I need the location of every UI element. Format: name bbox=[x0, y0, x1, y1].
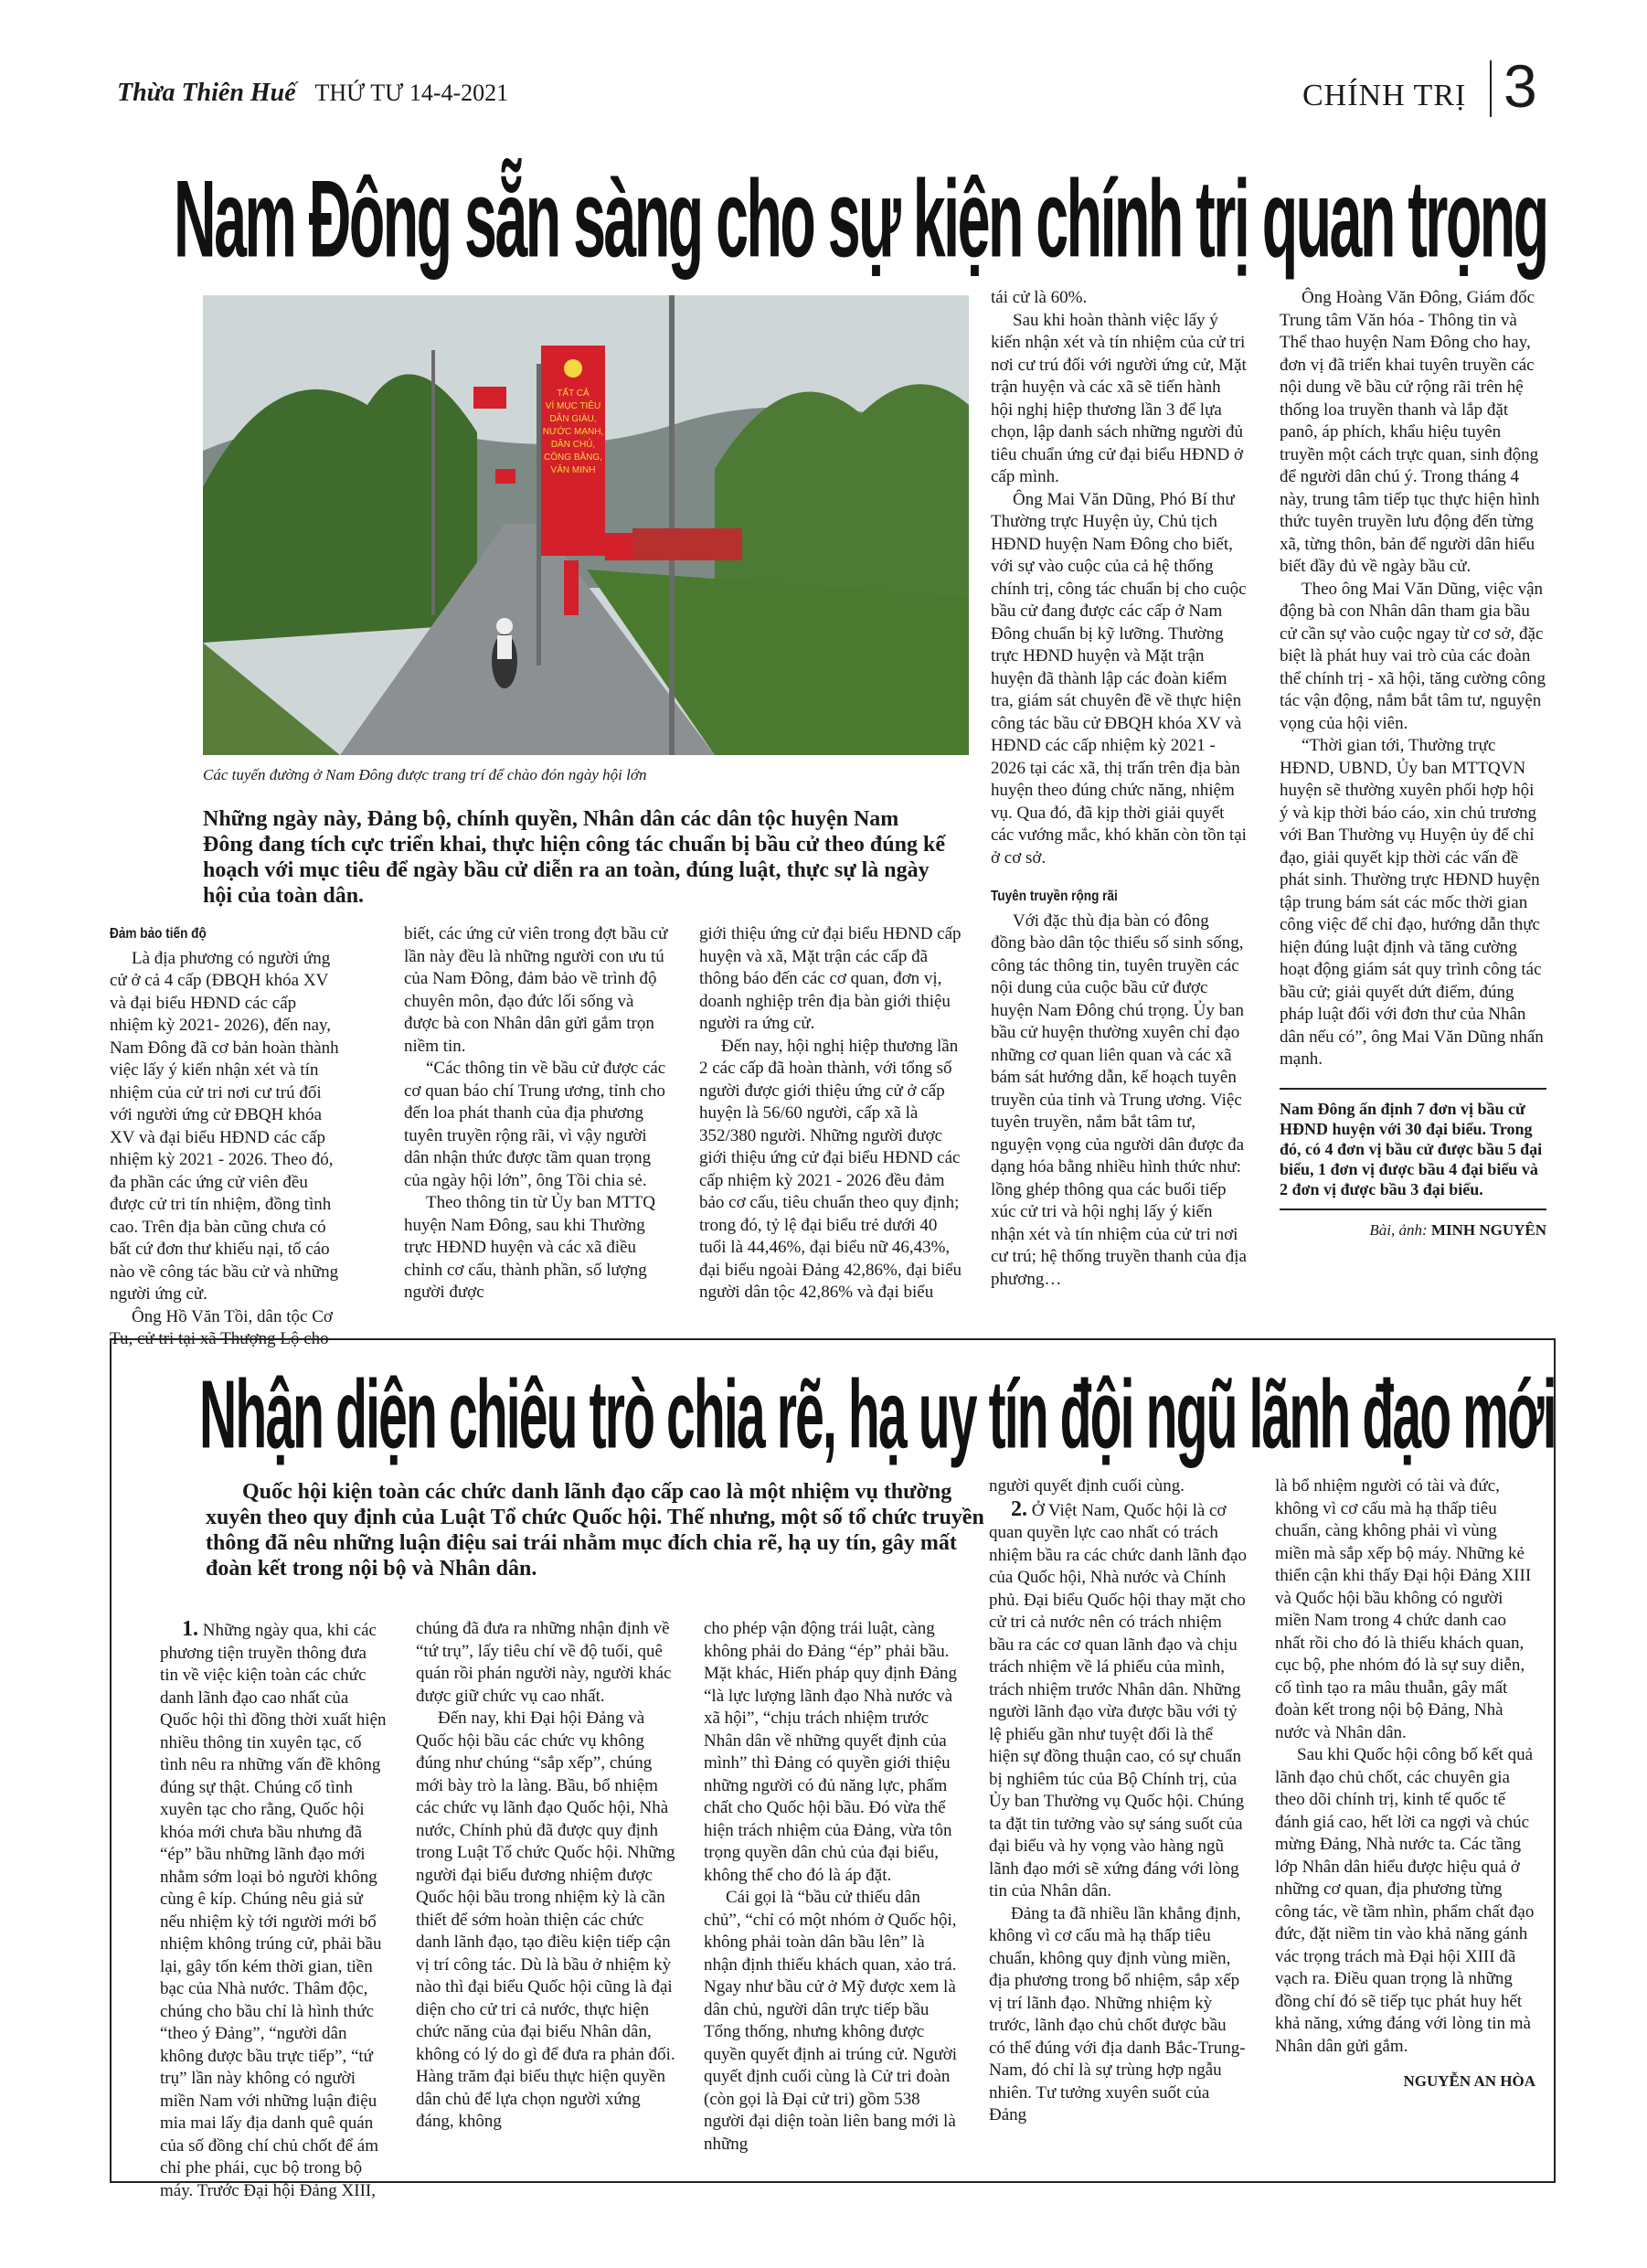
paragraph: Đến nay, khi Đại hội Đảng và Quốc hội bầu các chức vụ không đúng như chúng “sắp xếp”, chúng mới bày trò la làng. Bầu, bổ nhiệm các chức vụ lãnh đạo Quốc hội, Nhà nước, Chính phủ đã được quy định trong Luật Tổ chức Quốc hội. Những người đại biểu đương nhiệm được Quốc hội bầu trong nhiệm kỳ là cần thiết để sớm hoàn thiện các chức danh lãnh đạo, tạo điều kiện tiếp cận vị trí công tác. Dù là bầu ở nhiệm kỳ nào thì đại biểu Quốc hội cũng là đại diện cho cử tri cả nước, thực hiện chức năng của đại biểu Nhân dân, không có lý do gì để đưa ra phản đối. Hàng trăm đại biểu thực hiện quyền dân chủ để lựa chọn người xứng đáng, không bbox=[416, 1709, 675, 2131]
paragraph: là bổ nhiệm người có tài và đức, không vì cơ cấu mà hạ thấp tiêu chuẩn, càng không phải vì vùng miền mà sắp xếp bộ máy. Những kẻ thiển cận khi thấy Đại hội Đảng XIII và Quốc hội bầu không có người miền Nam trong 4 chức danh cao nhất rồi cho đó là thiếu khách quan, cục bộ, phe nhóm đó là sự suy diễn, cố tình tạo ra mâu thuẫn, gây mất đoàn kết trong nội bộ Đảng, Nhà nước và Nhân dân. bbox=[1275, 1476, 1532, 1742]
page-number: 3 bbox=[1504, 52, 1537, 120]
newspaper-name: Thừa Thiên Huế bbox=[117, 79, 296, 107]
box-rule bbox=[1280, 1088, 1546, 1090]
paragraph: người quyết định cuối cùng. bbox=[989, 1476, 1185, 1496]
paragraph: Là địa phương có người ứng cử ở cả 4 cấp (ĐBQH khóa XV và đại biểu HĐND các cấp nhiệm kỳ 2021- 2026), đến nay, Nam Đông đã cơ bản hoàn thành việc lấy ý kiến nhận xét và tín nhiệm của cử tri nơi cư trú đối với người ứng cử ĐBQH khóa XV và đại biểu HĐND các cấp nhiệm kỳ 2021 - 2026. Theo đó, đa phần các ứng cử viên đều được cử tri tín nhiệm, đồng tình cao. Trên địa bàn cũng chưa có bất cứ đơn thư khiếu nại, tố cáo nào về công tác bầu cử và những người ứng cử. bbox=[110, 948, 339, 1304]
article2-column-1 bbox=[160, 1618, 388, 2202]
article1-column-1 bbox=[110, 923, 343, 1351]
subheading: Đảm bảo tiến độ bbox=[110, 926, 207, 942]
paragraph: Ông Mai Văn Dũng, Phó Bí thư Thường trực Huyện ủy, Chủ tịch HĐND huyện Nam Đông cho biết, với sự vào cuộc của cả hệ thống chính trị, công tác chuẩn bị cho cuộc bầu cử đang được các cấp ở Nam Đông chuẩn bị kỹ lưỡng. Thường trực HĐND huyện và Mặt trận huyện đã thành lập các đoàn kiểm tra, giám sát chuyên đề về thực hiện công tác bầu cử ĐBQH khóa XV và HĐND các cấp nhiệm kỳ 2021 - 2026 tại các xã, thị trấn trên địa bàn huyện theo đúng chức năng, nhiệm vụ. Qua đó, đã kịp thời giải quyết các vướng mắc, khó khăn còn tồn tại ở cơ sở. bbox=[991, 489, 1247, 868]
paragraph: Với đặc thù địa bàn có đông đồng bào dân tộc thiểu số sinh sống, công tác thông tin, tuyên truyền các nội dung của cuộc bầu cử được huyện Nam Đông chú trọng. Ủy ban bầu cử huyện thường xuyên chỉ đạo những cơ quan liên quan và các xã bám sát hướng dẫn, kế hoạch tuyên truyền của tỉnh và Trung ương. Việc tuyên truyền, nắm bắt tâm tư, nguyện vọng của người dân được đa dạng hóa bằng nhiều hình thức như: lồng ghép thông qua các buổi tiếp xúc cử tri và hội nghị lấy ý kiến nhận xét và tín nhiệm của cử tri nơi cư trú; hệ thống truyền thanh của địa phương… bbox=[991, 910, 1247, 1289]
paragraph: tái cử là 60%. bbox=[991, 288, 1088, 307]
paragraph-text: Những ngày qua, khi các phương tiện truyền thông đưa tin về việc kiện toàn các chức danh lãnh đạo cao nhất của Quốc hội thì đồng thời xuất hiện nhiều thông tin xuyên tạc, cố tình nêu ra những vấn đề không đúng sự thật. Chúng cố tình xuyên tạc cho rằng, Quốc hội khóa mới chưa bầu nhưng đã “ép” bầu những lãnh đạo mới nhằm sớm loại bỏ người không cùng ê kíp. Chúng nêu giả sử nếu nhiệm kỳ tới người mới bổ nhiệm không trúng cử, phải bầu lại, gây tốn kém thời gian, tiền bạc của Nhà nước. Thâm độc, chúng cho bầu chỉ là hình thức “theo ý Đảng”, “người dân không được bầu trực tiếp”, “tứ trụ” lần này không có người miền Nam với những luận điệu mia mai lấy địa danh quê quán của số đồng chí chủ chốt để ám chỉ phe phái, cục bộ trong bộ máy. Trước Đại hội Đảng XIII, bbox=[160, 1621, 387, 2200]
paragraph: Cái gọi là “bầu cử thiếu dân chủ”, “chỉ có một nhóm ở Quốc hội, không phải toàn dân bầu lên” là nhận định thiếu khách quan, xảo trá. Ngay như bầu cử ở Mỹ được xem là dân chủ, người dân trực tiếp bầu Tổng thống, nhưng không được quyền quyết định ai trúng cử. Người quyết định cuối cùng là Cử tri đoàn (còn gọi là Đại cử tri) gồm 538 người đại diện toàn liên bang mới là những bbox=[704, 1888, 958, 2154]
article2-column-4 bbox=[989, 1475, 1247, 2127]
paragraph bbox=[160, 1618, 388, 2202]
article2-column-3 bbox=[704, 1618, 962, 2156]
section-number: 1. bbox=[182, 1617, 198, 1641]
byline-label: Bài, ảnh: bbox=[1369, 1220, 1428, 1239]
byline-name: NGUYỄN AN HÒA bbox=[1403, 2072, 1535, 2090]
paragraph: chúng đã đưa ra những nhận định về “tứ trụ”, lấy tiêu chí về độ tuổi, quê quán rồi phán người này, người khác được giữ chức vụ cao nhất. bbox=[416, 1619, 672, 1706]
byline-name: MINH NGUYÊN bbox=[1430, 1220, 1546, 1239]
section-number: 2. bbox=[1011, 1496, 1027, 1521]
article1-column-2 bbox=[404, 923, 671, 1304]
banner-line: VÌ MỤC TIÊU bbox=[545, 401, 601, 411]
paragraph: “Thời gian tới, Thường trực HĐND, UBND, Ủy ban MTTQVN huyện sẽ thường xuyên phối hợp hội ý và kịp thời báo cáo, xin chủ trương với Ban Thường vụ Huyện ủy để chỉ đạo, giải quyết kịp thời các vấn đề phát sinh. Thường trực HĐND huyện tập trung bám sát các mốc thời gian công việc để chỉ đạo, hướng dẫn thực hiện đúng luật định và tăng cường hoạt động giám sát quy trình công tác bầu cử; giải quyết dứt điểm, đúng pháp luật đối với đơn thư của Nhân dân nếu có”, ông Mai Văn Dũng nhấn mạnh. bbox=[1280, 736, 1544, 1069]
paragraph: Sau khi hoàn thành việc lấy ý kiến nhận xét và tín nhiệm của cử tri nơi cư trú đối với người ứng cử, Mặt trận huyện và các xã sẽ tiến hành hội nghị hiệp thương lần 3 để lựa chọn, lập danh sách những người đủ tiêu chuẩn ứng cử đại biểu HĐND ở cấp mình. bbox=[991, 310, 1247, 486]
paragraph: Sau khi Quốc hội công bố kết quả lãnh đạo chủ chốt, các chuyên gia theo dõi chính trị, kinh tế quốc tế đánh giá cao, hết lời ca ngợi và chúc mừng Đảng, Nhà nước ta. Các tầng lớp Nhân dân hiểu được hiệu quả ở những cơ quan, địa phương từng công tác, về tầm nhìn, phẩm chất đạo đức, đặt niềm tin vào khả năng gánh vác trọng trách mà Đại hội XIII đã vạch ra. Điều quan trọng là những đồng chí đó sẽ tiếp tục phát huy hết khả năng, xứng đáng với lòng tin mà Nhân dân gửi gắm. bbox=[1275, 1745, 1535, 2056]
street-decoration-image bbox=[203, 295, 969, 755]
header-divider bbox=[1490, 60, 1492, 117]
masthead bbox=[117, 79, 508, 108]
article2-column-2 bbox=[416, 1618, 681, 2134]
subheading: Tuyên truyền rộng rãi bbox=[991, 889, 1118, 904]
paragraph: cho phép vận động trái luật, càng không phải do Đảng “ép” phải bầu. Mặt khác, Hiến pháp quy định Đảng “là lực lượng lãnh đạo Nhà nước và xã hội”, “chịu trách nhiệm trước Nhân dân về những quyết định của mình” thì Đảng có quyền giới thiệu những người có đủ năng lực, phẩm chất cho Quốc hội bầu. Đó vừa thể hiện trách nhiệm của Đảng, vừa tôn trọng quyền dân chủ của đại biểu, không thể cho đó là áp đặt. bbox=[704, 1619, 958, 1885]
box-rule bbox=[1280, 1209, 1546, 1210]
paragraph: giới thiệu ứng cử đại biểu HĐND cấp huyện và xã, Mặt trận các cấp đã thông báo đến các cơ quan, đơn vị, doanh nghiệp trên địa bàn giới thiệu người ra ứng cử. bbox=[699, 924, 962, 1033]
section-name: CHÍNH TRỊ bbox=[1302, 79, 1467, 112]
paragraph: biết, các ứng cử viên trong đợt bầu cử lần này đều là những người con ưu tú của Nam Đông, đảm bảo về trình độ chuyên môn, đạo đức lối sống và được bà con Nhân dân gửi gắm trọn niềm tin. bbox=[404, 924, 668, 1056]
photo-caption: Các tuyến đường ở Nam Đông được trang trí để chào đón ngày hội lớn bbox=[203, 766, 647, 783]
banner-line: VĂN MINH bbox=[550, 465, 596, 475]
banner-line: DÂN GIÀU, bbox=[549, 414, 597, 424]
article2-column-5 bbox=[1275, 1475, 1535, 2093]
paragraph: Ông Hoàng Văn Đông, Giám đốc Trung tâm Văn hóa - Thông tin và Thể thao huyện Nam Đông cho hay, đơn vị đã triển khai tuyên truyền các nội dung về bầu cử rộng rãi trên hệ thống loa truyền thanh và lắp đặt panô, áp phích, khẩu hiệu tuyên truyền một cách trực quan, sinh động để người dân chú ý. Trong tháng 4 này, trung tâm tiếp tục thực hiện hình thức tuyên truyền lưu động đến từng xã, từng thôn, bản để người dân hiểu biết đầy đủ về ngày bầu cử. bbox=[1280, 288, 1540, 576]
banner-line: DÂN CHỦ, bbox=[550, 440, 596, 450]
paragraph: “Các thông tin về bầu cử được các cơ quan báo chí Trung ương, tỉnh cho đến loa phát thanh của địa phương tuyên truyền rộng rãi, vì vậy người dân nhận thức được tầm quan trọng của ngày hội lớn”, ông Tồi chia sẻ. bbox=[404, 1059, 666, 1190]
paragraph: Ông Hồ Văn Tồi, dân tộc Cơ Tu, cử tri tại xã Thượng Lộ cho bbox=[110, 1306, 333, 1348]
issue-date: THỨ TƯ 14-4-2021 bbox=[314, 80, 509, 106]
paragraph: Theo thông tin từ Ủy ban MTTQ huyện Nam Đông, sau khi Thường trực HĐND huyện và các xã điều chỉnh cơ cấu, thành phần, số lượng người được bbox=[404, 1193, 655, 1302]
article1-column-4 bbox=[991, 287, 1247, 1291]
article1-headline: Nam Đông sẵn sàng cho sự kiện chính trị quan trọng bbox=[174, 158, 1547, 281]
article2-headline: Nhận diện chiêu trò chia rẽ, hạ uy tín đội ngũ lãnh đạo mới bbox=[199, 1361, 1556, 1469]
banner-line: NƯỚC MẠNH, bbox=[542, 427, 604, 437]
article2-byline bbox=[1275, 2071, 1535, 2093]
article1-column-3 bbox=[699, 923, 964, 1304]
paragraph-text: Ở Việt Nam, Quốc hội là cơ quan quyền lực cao nhất có trách nhiệm bầu ra các chức danh lãnh đạo của Quốc hội, Nhà nước và Chính phủ. Đại biểu Quốc hội thay mặt cho cử tri cả nước nên có trách nhiệm bầu ra các cơ quan lãnh đạo và chịu trách nhiệm về lá phiếu của mình, trách nhiệm trước Nhân dân. Những người lãnh đạo vừa được bầu với tỷ lệ phiếu gần như tuyệt đối là thể hiện sự đồng thuận cao, có sự chuẩn bị nghiêm túc của Bộ Chính trị, của Ủy ban Thường vụ Quốc hội. Chúng ta đặt tin tưởng vào sự sáng suốt của đại biểu và hy vọng vào hàng ngũ lãnh đạo mới sẽ xứng đáng với lòng tin của Nhân dân. bbox=[989, 1500, 1247, 1901]
paragraph: Đảng ta đã nhiều lần khẳng định, không vì cơ cấu mà hạ thấp tiêu chuẩn, không quy định vùng miền, địa phương trong bổ nhiệm, sắp xếp vị trí lãnh đạo. Những nhiệm kỳ trước, lãnh đạo chủ chốt được bầu có thể đúng với địa danh Bắc-Trung-Nam, đó chỉ là sự trùng hợp ngẫu nhiên. Tư tưởng xuyên suốt của Đảng bbox=[989, 1903, 1246, 2124]
article1-photo bbox=[203, 295, 969, 755]
article2-lead: Quốc hội kiện toàn các chức danh lãnh đạo cấp cao là một nhiệm vụ thường xuyên theo quy định của Luật Tổ chức Quốc hội. Thế nhưng, một số tổ chức truyền thông đã nêu những luận điệu sai trái nhằm mục đích chia rẽ, hạ uy tín, gây mất đoàn kết trong nội bộ và Nhân dân. bbox=[206, 1480, 984, 1581]
article1-byline bbox=[1280, 1219, 1546, 1242]
article1-column-5 bbox=[1280, 287, 1546, 1241]
article1-lead: Những ngày này, Đảng bộ, chính quyền, Nhân dân các dân tộc huyện Nam Đông đang tích cực triển khai, thực hiện công tác chuẩn bị bầu cử theo đúng kế hoạch với mục tiêu để ngày bầu cử diễn ra an toàn, đúng luật, thực sự là ngày hội của toàn dân. bbox=[203, 807, 945, 908]
fact-box: Nam Đông ấn định 7 đơn vị bầu cử HĐND huyện với 30 đại biểu. Trong đó, có 4 đơn vị bầu cử được bầu 5 đại biểu, 1 đơn vị được bầu 4 đại biểu và 2 đơn vị được bầu 3 đại biểu. bbox=[1280, 1099, 1543, 1198]
paragraph: Theo ông Mai Văn Dũng, việc vận động bà con Nhân dân tham gia bầu cử cần sự vào cuộc ngay từ cơ sở, đặc biệt là phát huy vai trò của các đoàn thể chính trị - xã hội, tăng cường công tác vận động, nắm bắt tâm tư, nguyện vọng của hội viên. bbox=[1280, 579, 1546, 733]
paragraph bbox=[989, 1498, 1247, 1903]
paragraph: Đến nay, hội nghị hiệp thương lần 2 các cấp đã hoàn thành, với tổng số người được giới thiệu ứng cử ở cấp huyện là 56/60 người, cấp xã là 352/380 người. Những người được giới thiệu ứng cử đại biểu HĐND các cấp nhiệm kỳ 2021 - 2026 đều đảm bảo cơ cấu, tiêu chuẩn theo quy định; trong đó, tỷ lệ đại biểu trẻ dưới 40 tuổi là 44,46%, đại biểu nữ 46,43%, đại biểu ngoài Đảng 42,86%, đại biểu người dân tộc 42,86% và đại biểu bbox=[699, 1036, 962, 1302]
banner-line: TẤT CẢ bbox=[557, 389, 590, 399]
banner-line: CÔNG BẰNG, bbox=[544, 453, 602, 463]
